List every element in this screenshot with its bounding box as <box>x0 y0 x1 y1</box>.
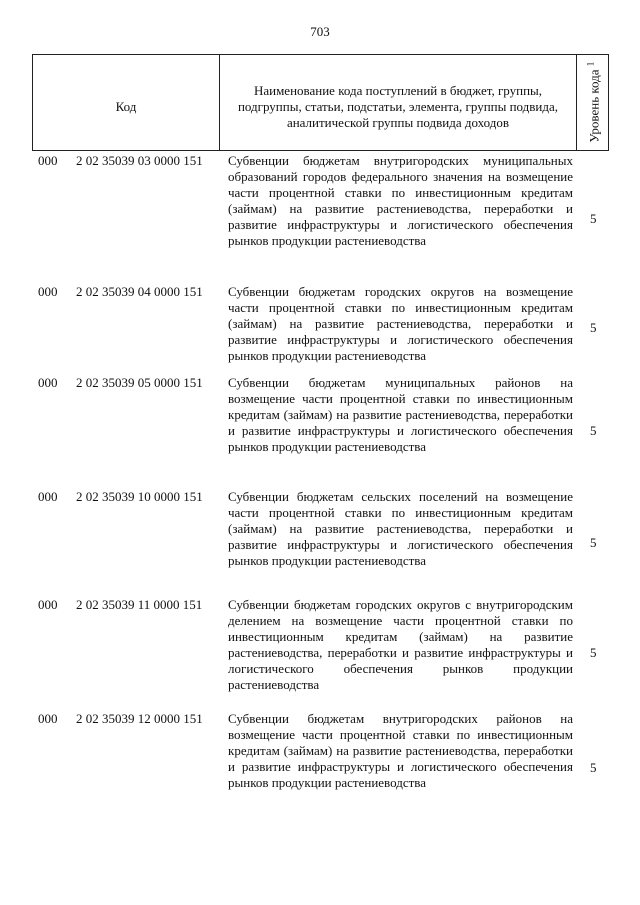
row-admin-code: 000 <box>38 597 58 612</box>
table-row <box>32 375 609 471</box>
row-description: Субвенции бюджетам сельских поселений на возмещение части процентной ставки по инвестиционным кредитам (займам) на развитие растениеводства, переработки и развитие инфраструктуры и логистического обеспечения рынков продукции растениеводства <box>228 489 573 568</box>
table-row <box>32 153 609 265</box>
row-code: 2 02 35039 11 0000 151 <box>76 597 203 612</box>
header-level-label: Уровень кода <box>586 69 602 143</box>
row-level: 5 <box>590 645 597 660</box>
row-admin-code: 000 <box>38 489 58 504</box>
row-level: 5 <box>590 423 597 438</box>
row-code: 2 02 35039 12 0000 151 <box>76 711 203 726</box>
row-description: Субвенции бюджетам городских округов на возмещение части процентной ставки по инвестиционным кредитам (займам) на развитие растениеводства, переработки и развитие инфраструктуры и логистического обеспечения рынков продукции растениеводства <box>228 284 573 363</box>
row-level: 5 <box>590 535 597 550</box>
header-level-text <box>582 62 602 143</box>
page-number: 703 <box>310 24 330 39</box>
table-row <box>32 597 609 693</box>
header-name: Наименование кода поступлений в бюджет, группы, подгруппы, статьи, подстатьи, элемента, группы подвида, аналитической группы подвида доходов <box>220 55 577 150</box>
row-admin-code: 000 <box>38 711 58 726</box>
row-admin-code: 000 <box>38 284 58 299</box>
row-admin-code: 000 <box>38 375 58 390</box>
row-level: 5 <box>590 320 597 335</box>
row-description: Субвенции бюджетам внутригородских районов на возмещение части процентной ставки по инвестиционным кредитам (займам) на развитие растениеводства, переработки и развитие инфраструктуры и логистического обеспечения рынков продукции растениеводства <box>228 711 573 790</box>
header-level <box>577 55 608 150</box>
table-row <box>32 284 609 364</box>
table-row <box>32 711 609 807</box>
row-level: 5 <box>590 760 597 775</box>
row-code: 2 02 35039 03 0000 151 <box>76 153 203 168</box>
header-code: Код <box>33 55 220 150</box>
header-level-footnote: 1 <box>585 62 596 67</box>
row-description: Субвенции бюджетам внутригородских муниципальных образований городов федерального значения на возмещение части процентной ставки по инвестиционным кредитам (займам) на развитие растениеводства, переработки и развитие инфраструктуры и логистического обеспечения рынков продукции растениеводства <box>228 153 573 248</box>
row-level: 5 <box>590 211 597 226</box>
table-row <box>32 489 609 585</box>
row-admin-code: 000 <box>38 153 58 168</box>
row-code: 2 02 35039 05 0000 151 <box>76 375 203 390</box>
table-header <box>32 54 609 151</box>
row-description: Субвенции бюджетам муниципальных районов на возмещение части процентной ставки по инвестиционным кредитам (займам) на развитие растениеводства, переработки и развитие инфраструктуры и логистического обеспечения рынков продукции растениеводства <box>228 375 573 454</box>
row-code: 2 02 35039 04 0000 151 <box>76 284 203 299</box>
row-description: Субвенции бюджетам городских округов с внутригородским делением на возмещение части процентной ставки по инвестиционным кредитам (займам) на развитие растениеводства, переработки и развитие инфраструктуры и логистического обеспечения рынков продукции растениеводства <box>228 597 573 692</box>
row-code: 2 02 35039 10 0000 151 <box>76 489 203 504</box>
